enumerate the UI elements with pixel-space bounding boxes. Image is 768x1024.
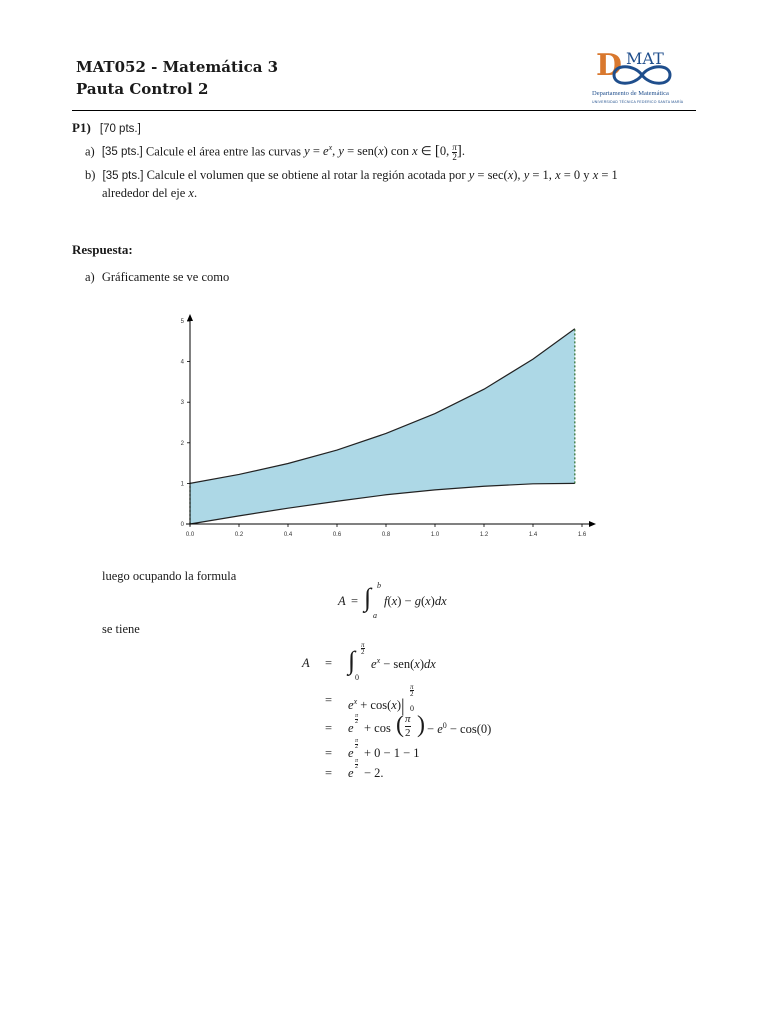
y-tick-label: 5 [180, 319, 184, 325]
se-tiene-text: se tiene [102, 622, 140, 636]
x-axis-arrow [589, 521, 596, 527]
problem-header [72, 117, 141, 136]
part-b-points: [35 pts.] [102, 170, 144, 182]
x-tick-label: 1.4 [528, 532, 538, 538]
x-tick-label: 1.2 [479, 532, 489, 538]
part-a-math: $y = e^x$, y = sen(x) con x ∈ [0, $\frac{\pi}{2}$ ]. [304, 142, 465, 162]
x-tick-label: 0.6 [332, 532, 342, 538]
course-title: MAT052 - Matemática 3 [76, 58, 279, 76]
area-chart [160, 300, 610, 550]
logo-letter-d: D [596, 48, 623, 83]
x-tick-label: 0.2 [234, 532, 244, 538]
part-a-statement [85, 143, 465, 162]
logo-department: Departamento de Matemática [592, 90, 669, 97]
problem-label: P1) [72, 120, 91, 135]
y-tick-label: 2 [180, 440, 184, 447]
formula-intro: luego ocupando la formula [102, 569, 237, 583]
y-tick-label: 3 [180, 400, 184, 407]
part-b-label: b) [85, 168, 96, 182]
part-b-statement [85, 168, 618, 183]
answer-a-label: a) [85, 270, 95, 284]
document-title: Pauta Control 2 [76, 80, 209, 98]
y-tick-label: 4 [180, 359, 184, 366]
dmat-logo [588, 44, 696, 106]
x-tick-label: 0.8 [381, 532, 391, 538]
derivation: A = ∫ π 2 0 $e^x - sen(x)dx$ = $e^x + \cos(x)|$ π 2 0 = e π 2 + cos ( π 2 ) − $e^0 - \cos(0)$ = e π 2 + 0 − 1 − 1 = e π 2 − 2. [302, 641, 492, 780]
part-a-label: a) [85, 144, 95, 159]
logo-university: UNIVERSIDAD TÉCNICA FEDERICO SANTA MARÍA [592, 100, 684, 104]
x-tick-label: 1.6 [577, 532, 587, 538]
x-tick-label: 1.0 [430, 532, 440, 538]
part-b-math: y = sec(x), y = 1, x = 0 y x = 1 [468, 168, 618, 182]
y-axis-arrow [187, 314, 193, 321]
part-a-text: Calcule el área entre las curvas [145, 144, 302, 159]
logo-mat-text: MAT [626, 49, 664, 68]
part-b-text: Calcule el volumen que se obtiene al rotar la región acotada por [146, 168, 466, 182]
header-rule [72, 110, 696, 111]
part-a-points: [35 pts.] [101, 146, 143, 159]
x-tick-label: 0.0 [185, 532, 195, 538]
answer-a-line [85, 270, 229, 285]
x-tick-label: 0.4 [283, 532, 293, 538]
y-tick-label: 0 [180, 522, 184, 528]
part-b-text-2: alrededor del eje [102, 186, 186, 200]
answer-heading: Respuesta: [72, 242, 133, 257]
part-b-statement-cont: alrededor del eje x. [102, 186, 198, 200]
problem-points: [70 pts.] [99, 123, 141, 135]
answer-a-text: Gráficamente se ve como [101, 270, 230, 284]
infinity-icon [606, 62, 678, 88]
y-tick-label: 1 [180, 481, 184, 488]
